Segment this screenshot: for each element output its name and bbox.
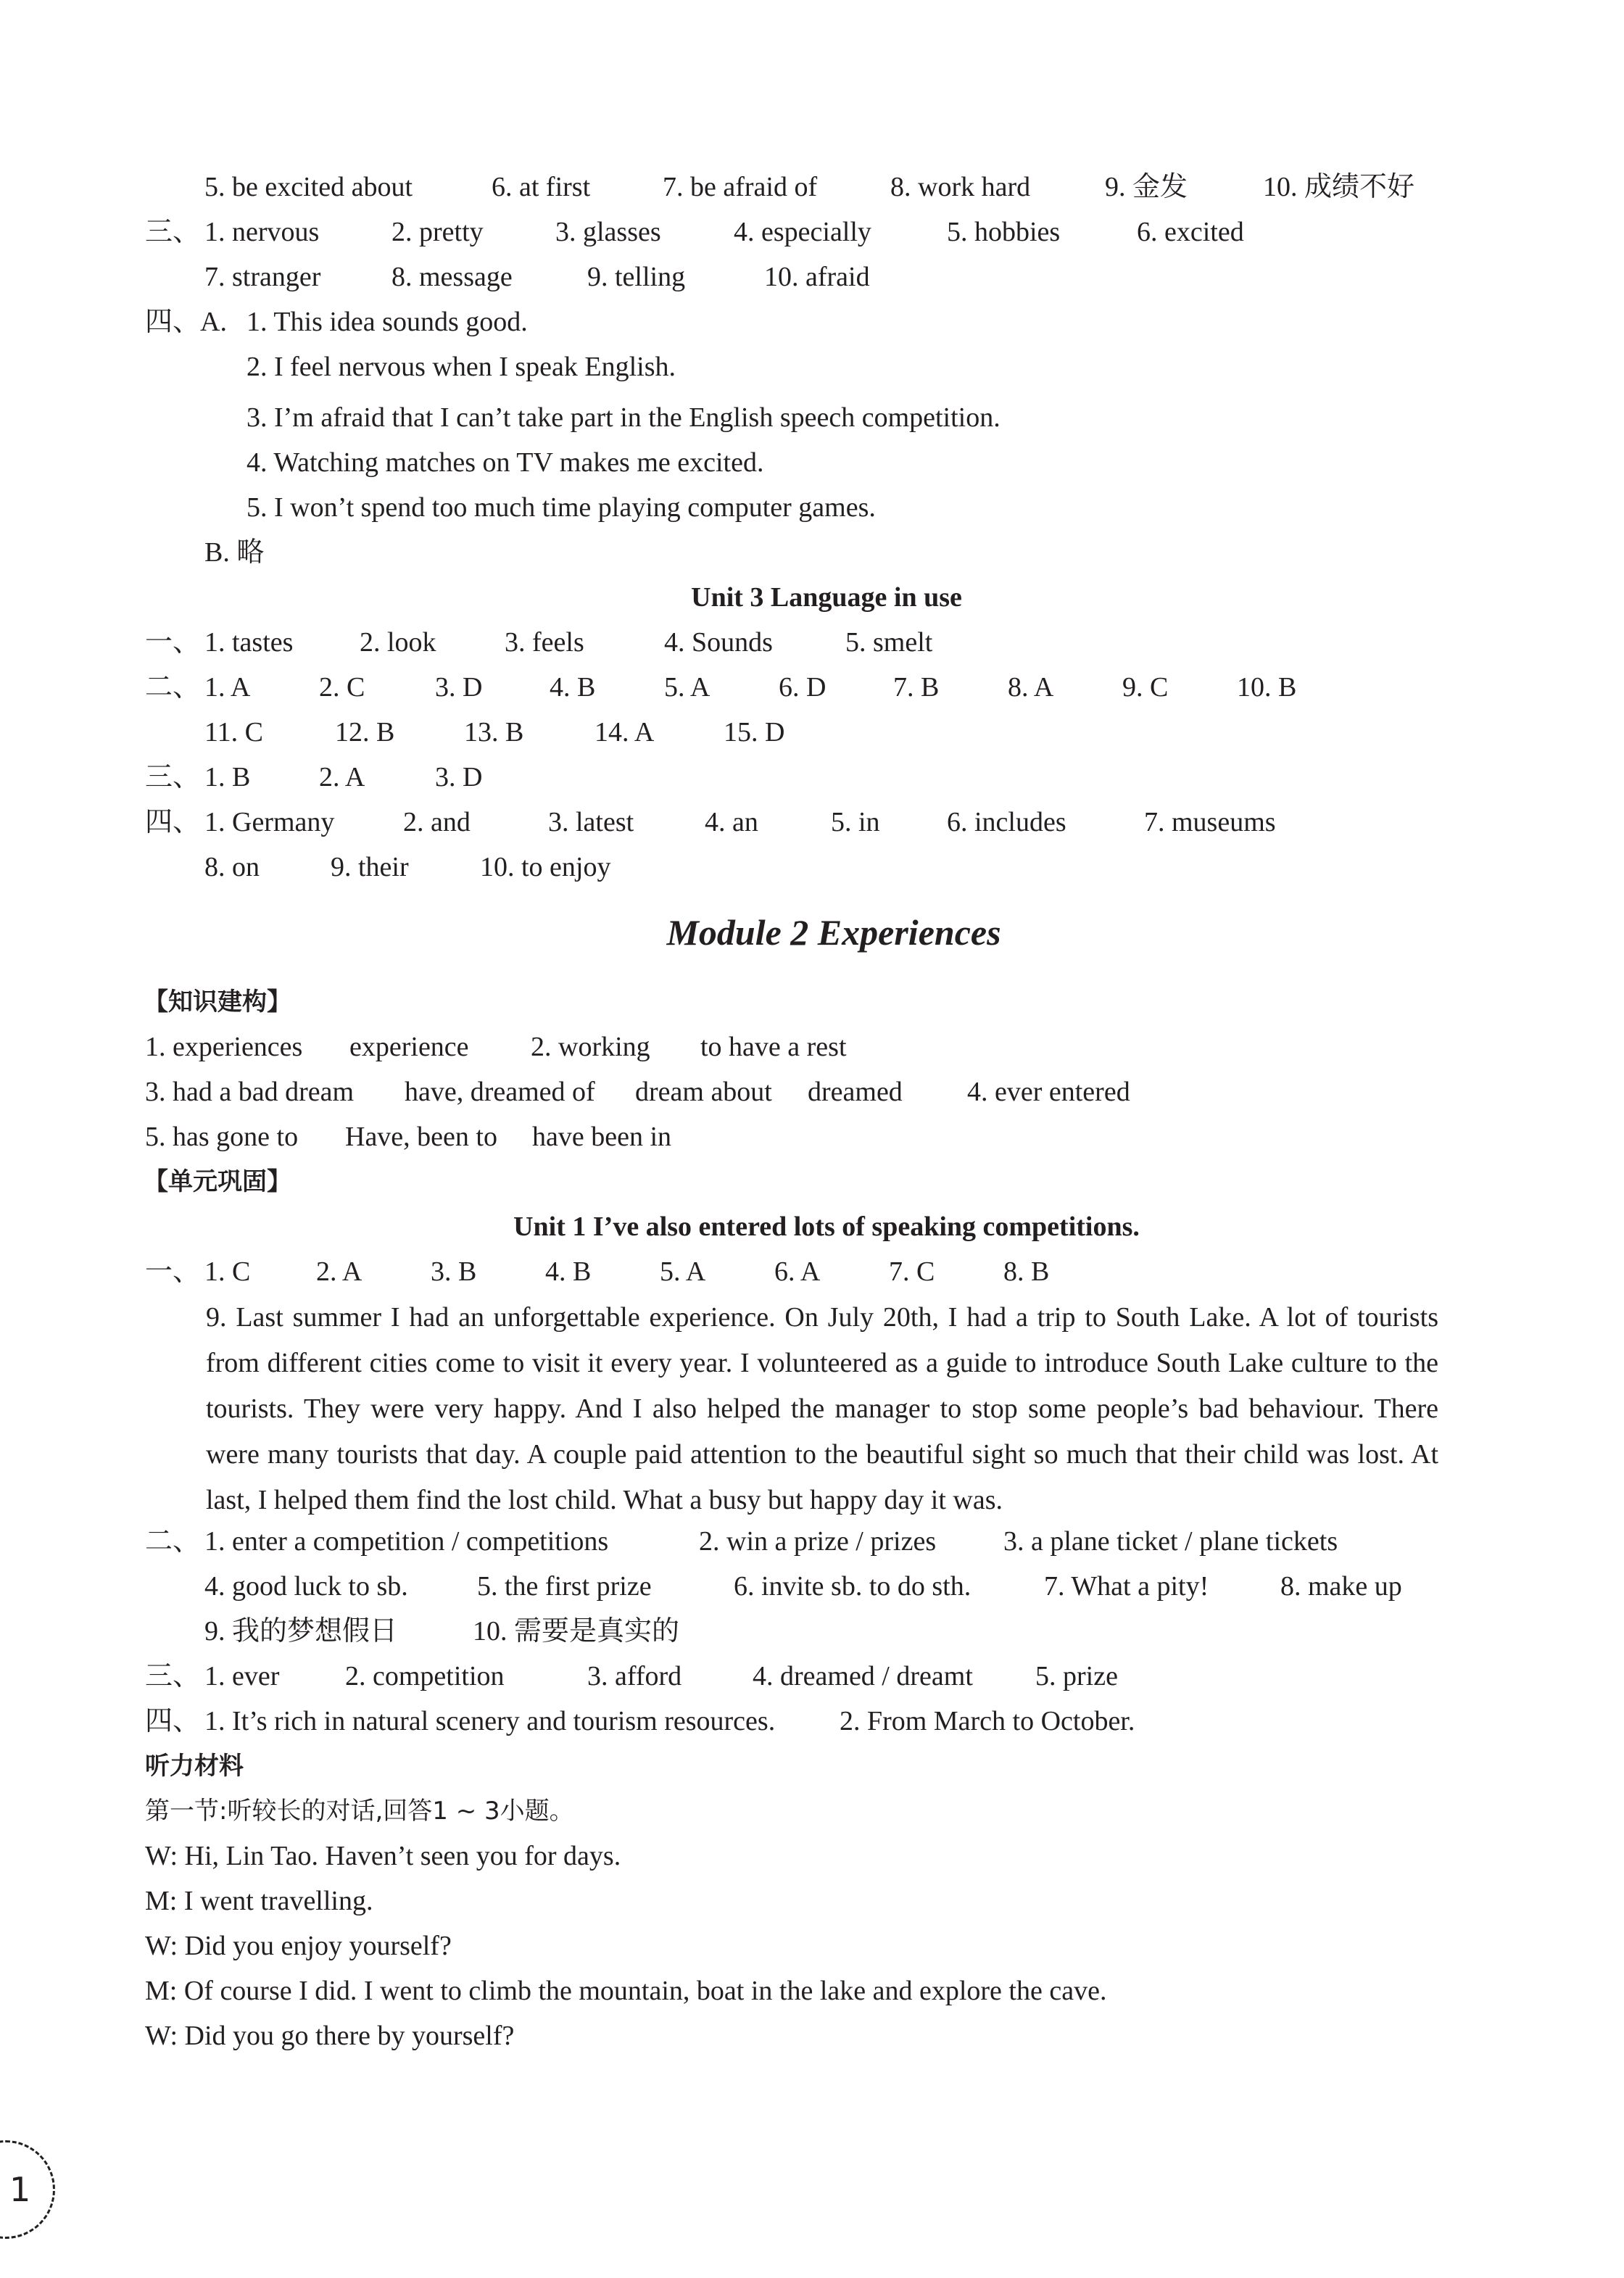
section-title: 听力材料 (145, 1752, 244, 1781)
answer-item: 14. A (594, 717, 655, 747)
answer-item: 6. at first (492, 172, 591, 202)
dialogue-line: M: Of course I did. I went to climb the mountain, boat in the lake and explore the cave. (145, 1976, 1107, 2006)
answer-item: experience (349, 1032, 469, 1062)
answer-item: to have a rest (700, 1032, 847, 1062)
answer-item: 2. competition (345, 1661, 505, 1691)
section-label: 二、 (145, 672, 201, 703)
answer-item: Have, been to (345, 1122, 497, 1152)
answer-item: 7. What a pity! (1044, 1571, 1209, 1602)
answer-item: 9. telling (587, 262, 686, 292)
module-title: Module 2 Experiences (666, 912, 1001, 953)
answer-item: 9. their (331, 852, 409, 882)
dialogue-line: W: Did you go there by yourself? (145, 2021, 515, 2051)
section-label: 三、 (145, 1661, 201, 1691)
answer-item: 5. the first prize (477, 1571, 652, 1602)
answer-item: 3. a plane ticket / plane tickets (1003, 1526, 1338, 1557)
answer-item: 8. on (204, 852, 260, 882)
answer-item: 4. Sounds (664, 627, 773, 658)
answer-item: 6. includes (947, 807, 1066, 837)
answer-item: 8. B (1003, 1256, 1050, 1287)
answer-item: 15. D (724, 717, 785, 747)
section-label: 一、 (145, 627, 201, 658)
answer-item: 1. It’s rich in natural scenery and tourism resources. (204, 1706, 776, 1736)
answer-item: have, dreamed of (405, 1077, 595, 1107)
answer-item: 5. smelt (845, 627, 933, 658)
answer-item: 10. 成绩不好 (1263, 172, 1415, 202)
answer-item: 4. an (705, 807, 758, 837)
answer-item: 1. experiences (145, 1032, 303, 1062)
answer-item: 12. B (335, 717, 395, 747)
answer-item: 7. C (889, 1256, 935, 1287)
answer-item: 4. B (545, 1256, 592, 1287)
answer-item: 3. afford (587, 1661, 682, 1691)
answer-item: 4. good luck to sb. (204, 1571, 408, 1602)
section-label: 四、 (145, 807, 201, 837)
answer-item: 3. feels (505, 627, 584, 658)
answer-item: 10. to enjoy (480, 852, 611, 882)
answer-item: 3. latest (548, 807, 634, 837)
answer-item: 1. B (204, 762, 251, 792)
sentence: 5. I won’t spend too much time playing computer games. (246, 492, 876, 523)
sentence: 4. Watching matches on TV makes me excited. (246, 447, 764, 478)
answer-item: 10. afraid (764, 262, 870, 292)
answer-item: 7. B (893, 672, 940, 703)
answer-item: 5. prize (1035, 1661, 1118, 1691)
answer-item: 8. work hard (890, 172, 1031, 202)
answer-item: 1. C (204, 1256, 251, 1287)
answer-item: 5. hobbies (947, 217, 1061, 247)
answer-item: 2. pretty (392, 217, 484, 247)
answer-item: 6. invite sb. to do sth. (734, 1571, 972, 1602)
unit-heading: Unit 3 Language in use (691, 582, 962, 613)
answer-item: 5. be excited about (204, 172, 413, 202)
answer-item: 4. B (550, 672, 596, 703)
answer-item: 13. B (464, 717, 524, 747)
answer-item: 3. had a bad dream (145, 1077, 355, 1107)
answer-item: 5. in (831, 807, 880, 837)
answer-item: 4. ever entered (967, 1077, 1130, 1107)
answer-item: 9. 我的梦想假日 (204, 1616, 398, 1647)
dialogue-line: W: Hi, Lin Tao. Haven’t seen you for days. (145, 1841, 621, 1871)
essay-answer: 9. Last summer I had an unforgettable experience. On July 20th, I had a trip to South Lake. A lot of tourists from different cities come to visit it every year. I volunteered as a guide to introduce South Lake culture to the tourists. They were very happy. And I also helped the manager to stop some people’s bad behaviour. There were many tourists that day. A couple paid attention to the beautiful sight so much that their child was lost. At last, I helped them find the lost child. What a busy but happy day it was. (206, 1302, 1438, 1515)
answer-item: 10. 需要是真实的 (473, 1616, 680, 1647)
answer-item: 6. excited (1137, 217, 1244, 247)
section-label: 四、 (145, 1706, 201, 1736)
answer-item: 9. C (1122, 672, 1169, 703)
answer-item: 7. be afraid of (663, 172, 818, 202)
answer-item: 2. C (319, 672, 365, 703)
answer-item: 1. nervous (204, 217, 320, 247)
listening-instruction: 第一节:听较长的对话,回答1 ~ 3小题。 (145, 1797, 574, 1826)
answer-item: 2. and (403, 807, 471, 837)
dialogue-line: M: I went travelling. (145, 1886, 373, 1916)
answer-item: 2. win a prize / prizes (699, 1526, 937, 1557)
answer-item: dreamed (808, 1077, 903, 1107)
answer-item: 4. dreamed / dreamt (753, 1661, 973, 1691)
dialogue-line: W: Did you enjoy yourself? (145, 1931, 452, 1961)
answer-item: 8. make up (1280, 1571, 1402, 1602)
answer-item: 11. C (204, 717, 263, 747)
section-label: 三、 (145, 217, 201, 247)
answer-item: 5. has gone to (145, 1122, 299, 1152)
answer-item: 10. B (1237, 672, 1297, 703)
answer-item: dream about (635, 1077, 772, 1107)
section-label: 二、 (145, 1526, 201, 1557)
answer-item: 4. especially (734, 217, 871, 247)
answer-item: 5. A (660, 1256, 706, 1287)
answer-item: 3. D (435, 672, 483, 703)
answer-item: 1. A (204, 672, 251, 703)
answer-item: 8. A (1008, 672, 1054, 703)
page-number-badge (0, 2140, 55, 2239)
answer-item: 8. message (392, 262, 513, 292)
page-number: 1 (9, 2170, 31, 2209)
answer-item: 2. working (531, 1032, 650, 1062)
answer-item: have been in (532, 1122, 672, 1152)
answer-item: 2. look (360, 627, 436, 658)
answer-item: 2. A (319, 762, 365, 792)
answer-item: 1. ever (204, 1661, 280, 1691)
answer-item: 3. glasses (555, 217, 661, 247)
section-label: 一、 (145, 1256, 201, 1287)
answer-item: 7. stranger (204, 262, 321, 292)
answer-item: 6. D (779, 672, 826, 703)
answer-item: 3. B (431, 1256, 477, 1287)
sentence: 2. I feel nervous when I speak English. (246, 352, 676, 382)
section-title: 【单元巩固】 (144, 1167, 291, 1196)
answer-item: 2. From March to October. (840, 1706, 1135, 1736)
section-label: 三、 (145, 762, 201, 792)
answer-item: 1. Germany (204, 807, 335, 837)
sentence: 1. This idea sounds good. (246, 307, 528, 337)
sentence: 3. I’m afraid that I can’t take part in the English speech competition. (246, 402, 1000, 433)
answer-item: 9. 金发 (1105, 172, 1188, 202)
section-title: 【知识建构】 (144, 987, 291, 1016)
answer-item: 3. D (435, 762, 483, 792)
answer-item: 1. enter a competition / competitions (204, 1526, 609, 1557)
unit-heading: Unit 1 I’ve also entered lots of speaking competitions. (513, 1212, 1140, 1242)
answer-item: 1. tastes (204, 627, 294, 658)
answer-item: 6. A (774, 1256, 821, 1287)
answer-item: 7. museums (1144, 807, 1276, 837)
answer-item: 5. A (664, 672, 710, 703)
section-label: 四、A. (145, 307, 227, 337)
sentence: B. 略 (204, 537, 265, 568)
answer-item: 2. A (316, 1256, 362, 1287)
